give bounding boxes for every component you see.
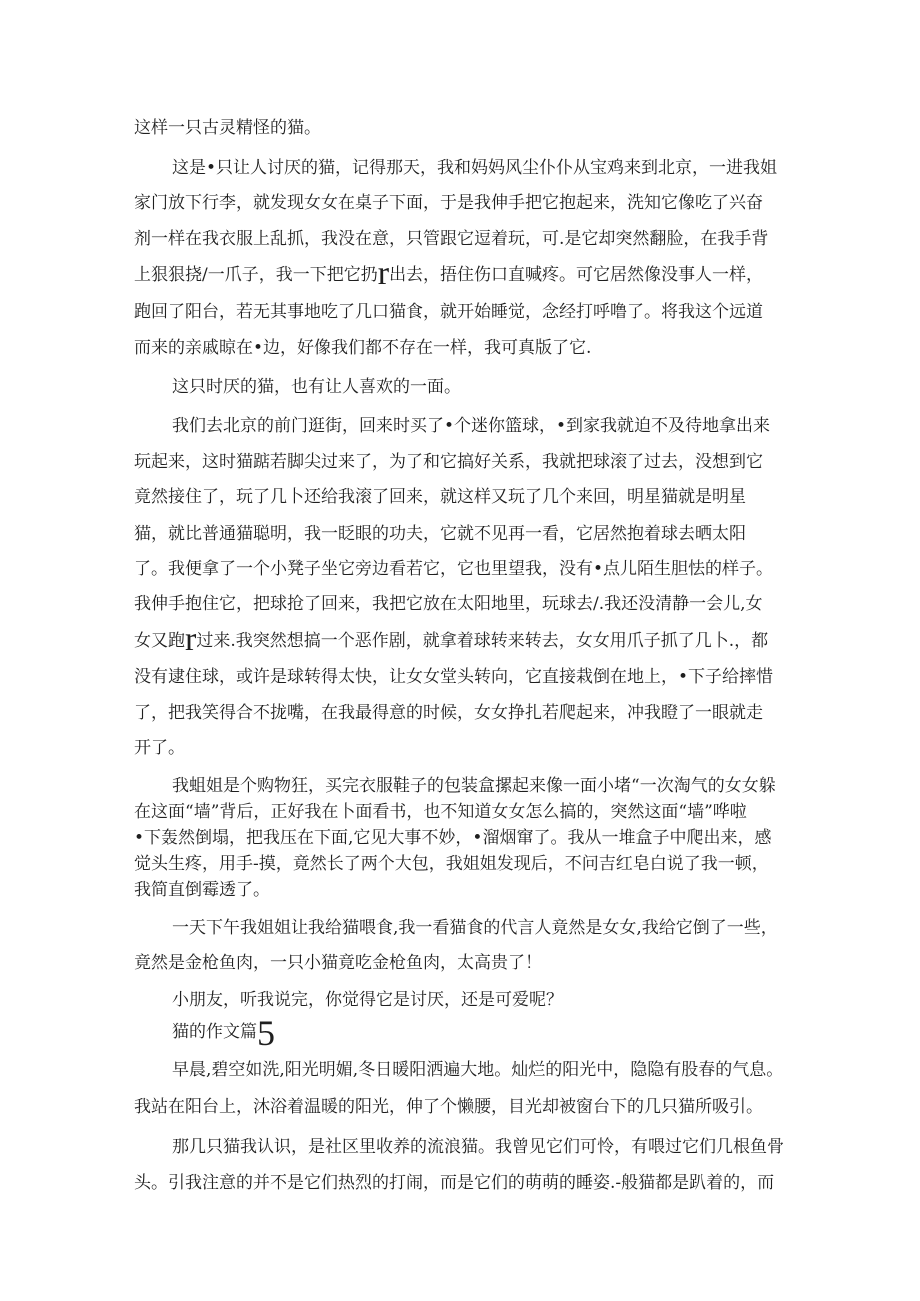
text-line-30: 那几只猫我认识，是社区里收养的流浪猫。我曾见它们可怜，有喂过它们几根鱼骨 xyxy=(172,1137,784,1157)
text-line-2: 这是•只让人讨厌的猫，记得那天，我和妈妈风尘仆仆从宝鸡来到北京，一进我姐 xyxy=(172,158,778,178)
text-line-15-post: 过来.我突然想搞一个恶作剧，就拿着球转来转去，女女用爪子抓了几卜.，都 xyxy=(196,631,769,651)
text-line-3: 家门放下行李，就发现女女在桌子下面，于是我伸手把它抱起来，洗知它像吃了兴奋 xyxy=(134,193,763,213)
text-line-15 xyxy=(134,621,769,658)
text-line-10: 玩起来，这时猫踮若脚尖过来了，为了和它搞好关系，我就把球滚了过去，没想到它 xyxy=(134,452,763,472)
text-line-15-pre: 女又跑 xyxy=(134,631,185,651)
text-line-28: 早晨,碧空如洗,阳光明媚,冬日暖阳洒遍大地。灿烂的阳光中，隐隐有股春的气息。 xyxy=(172,1060,784,1080)
text-line-18: 开了。 xyxy=(134,738,185,758)
text-line-19: 我蛆姐是个购物狂，买完衣服鞋子的包装盒摞起来像一面小堵“一次淘气的女女躲 xyxy=(172,776,776,796)
text-line-26: 小朋友，听我说完，你觉得它是讨厌，还是可爱呢？ xyxy=(172,990,563,1010)
text-line-12: 猫，就比普通猫聪明，我一眨眼的功夫，它就不见再一看，它居然抱着球去晒太阳 xyxy=(134,524,746,544)
text-line-29: 我站在阳台上，沐浴着温暖的阳光，伸了个懒腰，目光却被窗台下的几只猫所吸引。 xyxy=(134,1097,763,1117)
text-line-5-pre: 上狠狠挠/一爪子，我一下把它扔 xyxy=(134,265,378,285)
text-line-25: 竟然是金枪鱼肉，一只小猫竟吃金枪鱼肉，太高贵了！ xyxy=(134,953,542,973)
text-line-8: 这只时厌的猫，也有让人喜欢的一面。 xyxy=(172,377,461,397)
text-line-4: 剂一样在我衣服上乱抓，我没在意，只管跟它逗着玩，可.是它却突然翻脸，在我手背 xyxy=(134,229,769,249)
text-line-20: 在这面“墙”背后，正好我在卜面看书，也不知道女女怎么搞的，突然这面“墙”哗啦 xyxy=(134,802,747,822)
text-line-16: 没有逮住球，或许是球转得太快，让女女堂头转向，它直接栽倒在地上，•下子给摔惜 xyxy=(134,667,774,687)
text-line-15-big: r xyxy=(185,621,197,658)
section-heading-text: 猫的作文篇 xyxy=(172,1022,257,1042)
text-line-7: 而来的亲戚晾在•边，好像我们都不存在一样，我可真版了它. xyxy=(134,338,592,358)
text-line-21: •下轰然倒塌，把我压在下面,它见大事不妙，•溜烟窜了。我从一堆盒子中爬出来，感 xyxy=(134,828,772,848)
text-line-6: 跑回了阳台，若无其事地吃了几口猫食，就开始睡觉，念经打呼噜了。将我这个远道 xyxy=(134,302,763,322)
section-heading xyxy=(172,1013,275,1053)
text-line-22: 觉头生疼，用手-摸，竟然长了两个大包，我姐姐发现后，不问吉红皂白说了我一顿， xyxy=(134,854,769,874)
text-line-11: 竟然接住了，玩了几卜还给我滚了回来，就这样又玩了几个来回，明星猫就是明星 xyxy=(134,487,746,507)
text-line-23: 我简直倒霉透了。 xyxy=(134,880,270,900)
text-line-14: 我伸手抱住它，把球抢了回来，我把它放在太阳地里，玩球去/.我还没清静一会儿,女 xyxy=(134,594,763,614)
text-line-1: 这样一只古灵精怪的猫。 xyxy=(134,118,321,138)
text-line-31: 头。引我注意的并不是它们热烈的打闹，而是它们的萌萌的睡姿.-般猫都是趴着的，而 xyxy=(134,1173,775,1193)
text-line-5-post: 出去，捂住伤口直喊疼。可它居然像没事人一样， xyxy=(389,265,764,285)
text-line-17: 了，把我笑得合不拢嘴，在我最得意的时候，女女挣扎若爬起来，冲我瞪了一眼就走 xyxy=(134,703,763,723)
text-line-5-big: r xyxy=(377,255,390,292)
section-heading-number: 5 xyxy=(257,1013,275,1053)
text-line-24: 一天下午我姐姐让我给猫喂食,我一看猫食的代言人竟然是女女,我给它倒了一些， xyxy=(172,918,778,938)
text-line-9: 我们去北京的前门逛街，回来时买了•个迷你篮球，•到家我就迫不及待地拿出来 xyxy=(172,416,771,436)
text-line-5 xyxy=(134,255,764,292)
text-line-13: 了。我便拿了一个小凳子坐它旁边看若它，它也里望我，没有•点儿陌生胆怯的样子。 xyxy=(134,559,774,579)
